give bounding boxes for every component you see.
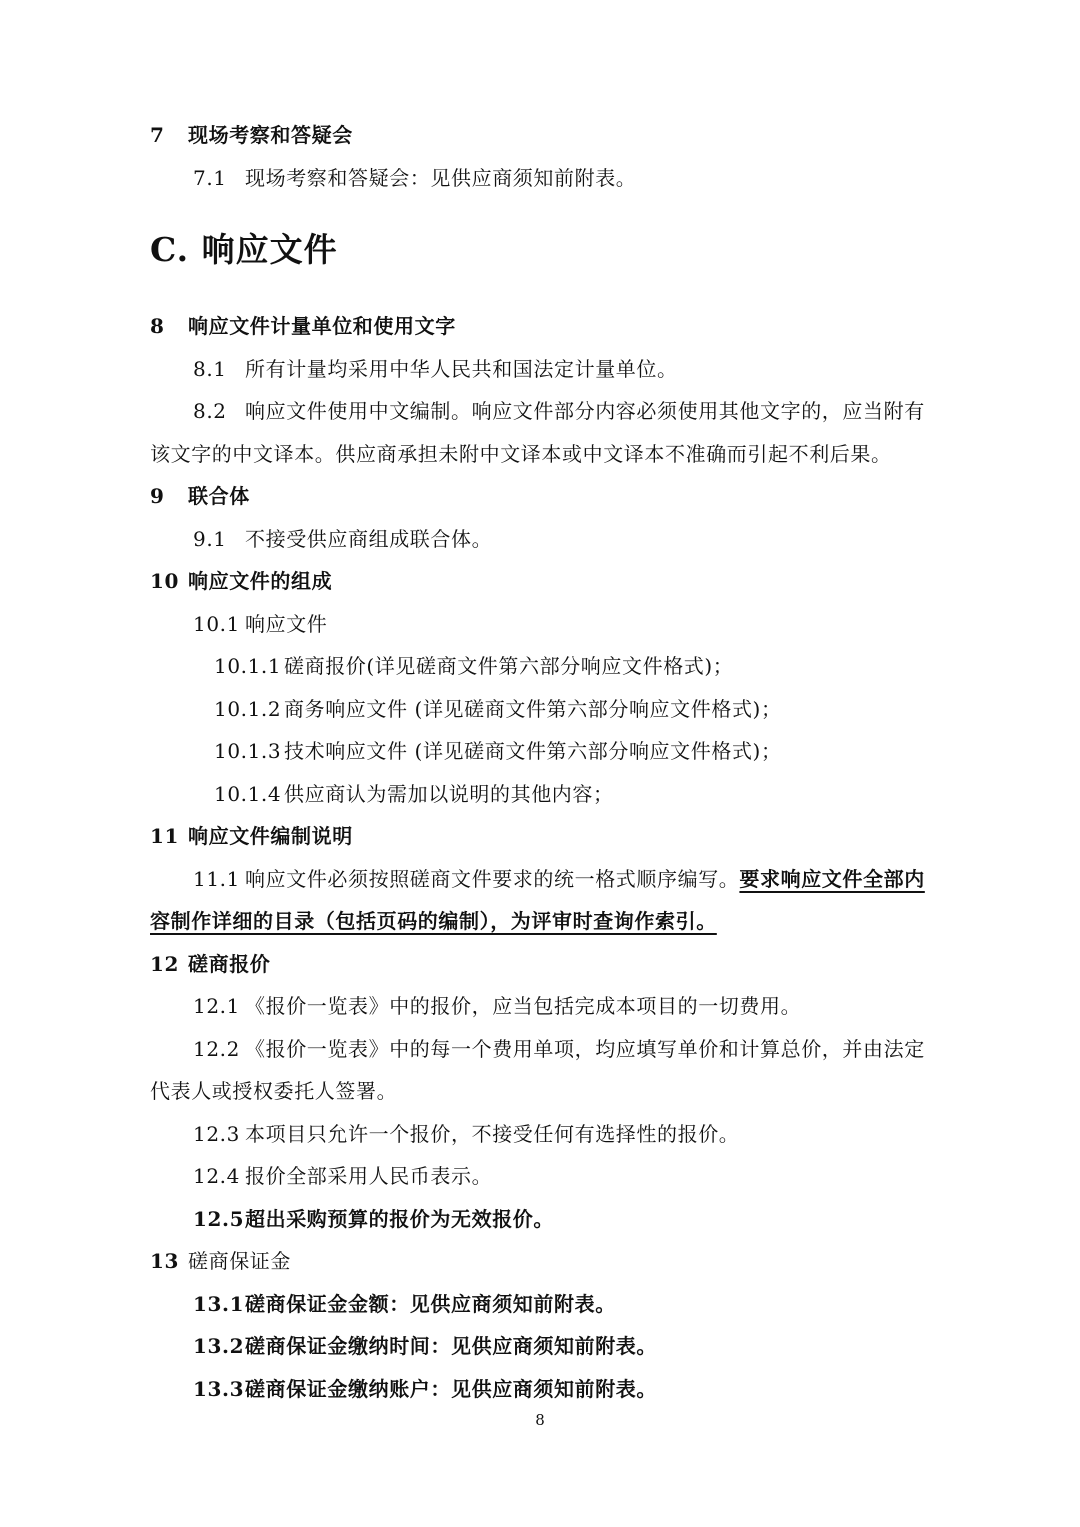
clause-7-1 bbox=[193, 163, 636, 193]
clause-10-1-1 bbox=[214, 651, 733, 681]
clause-text: 超出采购预算的报价为无效报价。 bbox=[245, 1207, 554, 1231]
clause-number: 12.2 bbox=[193, 1037, 240, 1061]
page-number: 8 bbox=[535, 1411, 545, 1429]
section-number: 13 bbox=[150, 1249, 180, 1273]
clause-10-1-4 bbox=[214, 779, 614, 809]
clause-12-2-continued: 代表人或授权委托人签署。 bbox=[150, 1079, 398, 1103]
clause-12-5 bbox=[193, 1204, 554, 1234]
section-number: 11 bbox=[150, 824, 180, 848]
clause-number: 12.5 bbox=[193, 1207, 245, 1231]
clause-number: 7.1 bbox=[193, 166, 227, 190]
part-c-heading: C. 响应文件 bbox=[150, 230, 338, 269]
clause-text: 所有计量均采用中华人民共和国法定计量单位。 bbox=[245, 357, 678, 381]
clause-number: 10.1.2 bbox=[214, 697, 282, 721]
clause-13-1 bbox=[193, 1289, 616, 1319]
clause-text: 响应文件使用中文编制。响应文件部分内容必须使用其他文字的，应当附有 bbox=[245, 399, 925, 423]
section-title: 联合体 bbox=[188, 484, 250, 508]
clause-number: 10.1.4 bbox=[214, 782, 282, 806]
section-11-heading bbox=[150, 821, 353, 851]
clause-number: 13.1 bbox=[193, 1292, 245, 1316]
clause-11-1 bbox=[193, 864, 925, 894]
section-title: 响应文件编制说明 bbox=[188, 824, 353, 848]
clause-number: 11.1 bbox=[193, 867, 240, 891]
clause-number: 12.1 bbox=[193, 994, 240, 1018]
section-8-heading bbox=[150, 311, 456, 341]
section-12-heading bbox=[150, 949, 270, 979]
section-title: 磋商报价 bbox=[188, 952, 271, 976]
clause-text: 磋商保证金缴纳时间：见供应商须知前附表。 bbox=[245, 1334, 657, 1358]
clause-8-2-continued: 该文字的中文译本。供应商承担未附中文译本或中文译本不准确而引起不利后果。 bbox=[150, 442, 892, 466]
clause-text: 磋商保证金缴纳账户：见供应商须知前附表。 bbox=[245, 1377, 657, 1401]
clause-12-2 bbox=[193, 1034, 925, 1064]
clause-13-3 bbox=[193, 1374, 657, 1404]
clause-number: 10.1.3 bbox=[214, 739, 282, 763]
clause-11-1-continued: 容制作详细的目录（包括页码的编制），为评审时查询作索引。 bbox=[150, 909, 717, 933]
clause-text: 《报价一览表》中的报价，应当包括完成本项目的一切费用。 bbox=[245, 994, 802, 1018]
section-number: 7 bbox=[150, 123, 165, 147]
section-number: 8 bbox=[150, 314, 165, 338]
clause-number: 12.3 bbox=[193, 1122, 240, 1146]
clause-number: 8.1 bbox=[193, 357, 227, 381]
clause-number: 10.1.1 bbox=[214, 654, 282, 678]
clause-text: 磋商报价(详见磋商文件第六部分响应文件格式)； bbox=[284, 654, 734, 678]
clause-12-4 bbox=[193, 1161, 492, 1191]
clause-number: 9.1 bbox=[193, 527, 227, 551]
clause-13-2 bbox=[193, 1331, 657, 1361]
clause-8-1 bbox=[193, 354, 678, 384]
clause-number: 13.3 bbox=[193, 1377, 245, 1401]
section-title: 响应文件计量单位和使用文字 bbox=[188, 314, 456, 338]
clause-number: 12.4 bbox=[193, 1164, 240, 1188]
clause-number: 13.2 bbox=[193, 1334, 245, 1358]
clause-8-2 bbox=[193, 396, 925, 426]
clause-text: 本项目只允许一个报价，不接受任何有选择性的报价。 bbox=[245, 1122, 740, 1146]
clause-number: 10.1 bbox=[193, 612, 240, 636]
clause-10-1-2 bbox=[214, 694, 782, 724]
section-7-heading bbox=[150, 120, 353, 150]
clause-10-1-3 bbox=[214, 736, 782, 766]
clause-12-1 bbox=[193, 991, 801, 1021]
clause-text: 技术响应文件 (详见磋商文件第六部分响应文件格式)； bbox=[284, 739, 782, 763]
clause-text: 磋商保证金金额：见供应商须知前附表。 bbox=[245, 1292, 616, 1316]
clause-12-3 bbox=[193, 1119, 739, 1149]
clause-text: 供应商认为需加以说明的其他内容； bbox=[284, 782, 614, 806]
section-13-heading bbox=[150, 1246, 291, 1276]
section-number: 12 bbox=[150, 952, 180, 976]
section-number: 9 bbox=[150, 484, 165, 508]
clause-text: 商务响应文件 (详见磋商文件第六部分响应文件格式)； bbox=[284, 697, 782, 721]
section-10-heading bbox=[150, 566, 332, 596]
section-9-heading bbox=[150, 481, 250, 511]
clause-text: 报价全部采用人民币表示。 bbox=[245, 1164, 493, 1188]
clause-text: 响应文件 bbox=[245, 612, 328, 636]
clause-text: 《报价一览表》中的每一个费用单项，均应填写单价和计算总价，并由法定 bbox=[245, 1037, 925, 1061]
clause-text: 不接受供应商组成联合体。 bbox=[245, 527, 493, 551]
clause-9-1 bbox=[193, 524, 492, 554]
section-title: 响应文件的组成 bbox=[188, 569, 333, 593]
clause-text: 响应文件必须按照磋商文件要求的统一格式顺序编写。 bbox=[245, 867, 740, 891]
section-title: 现场考察和答疑会 bbox=[188, 123, 353, 147]
section-number: 10 bbox=[150, 569, 180, 593]
clause-number: 8.2 bbox=[193, 399, 227, 423]
clause-10-1 bbox=[193, 609, 327, 639]
clause-emphasis: 要求响应文件全部内 bbox=[739, 867, 925, 891]
section-title: 磋商保证金 bbox=[188, 1249, 291, 1273]
clause-text: 现场考察和答疑会：见供应商须知前附表。 bbox=[245, 166, 637, 190]
